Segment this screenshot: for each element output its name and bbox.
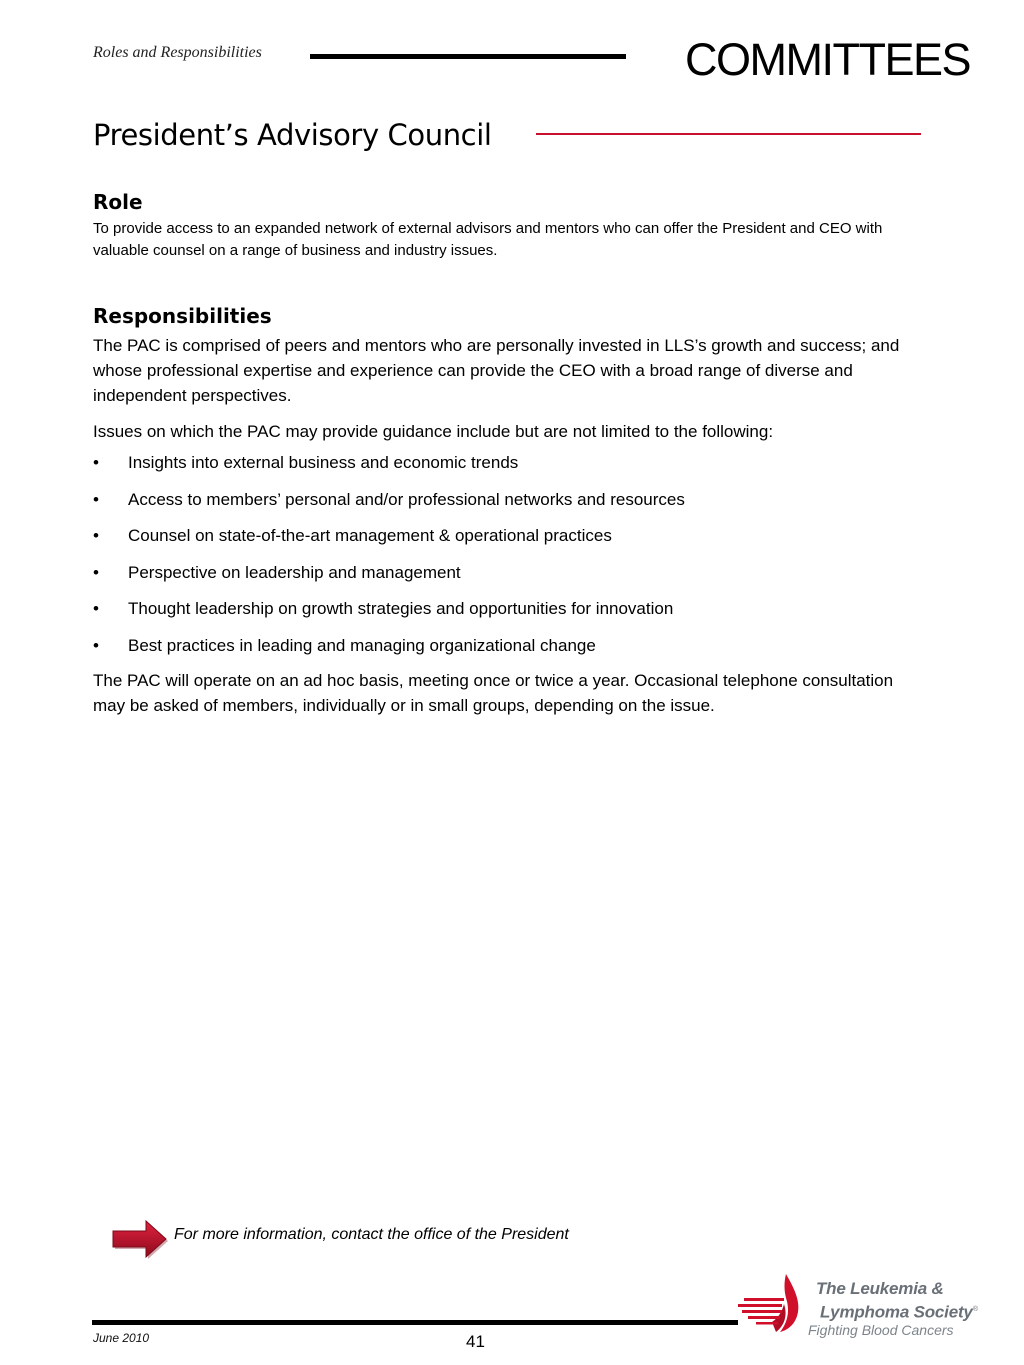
list-item-text: Access to members’ personal and/or professional networks and resources xyxy=(128,489,685,509)
bullet-icon: • xyxy=(93,453,99,472)
logo-name-line1: The Leukemia & xyxy=(816,1279,944,1298)
main-content xyxy=(93,188,923,718)
closing-text: The PAC will operate on an ad hoc basis, meeting once or twice a year. Occasional telephone consultation may be asked of members, individually or in small groups, depending on the issue. xyxy=(93,670,894,715)
title-divider xyxy=(536,133,921,135)
list-item-text: Best practices in leading and managing organizational change xyxy=(128,635,596,655)
chapter-title: COMMITTEES xyxy=(685,34,970,85)
logo-tagline: Fighting Blood Cancers xyxy=(808,1322,954,1338)
list-item xyxy=(93,633,923,658)
logo-wordmark xyxy=(816,1278,978,1323)
bullet-icon: • xyxy=(93,599,99,618)
list-item-text: Counsel on state-of-the-art management & operational practices xyxy=(128,526,612,545)
bullet-icon: • xyxy=(93,526,99,545)
list-item xyxy=(93,487,923,512)
header-divider xyxy=(310,54,626,59)
role-text: To provide access to an expanded network of external advisors and mentors who can offer the President and CEO with valuable counsel on a range of business and industry issues. xyxy=(93,220,883,259)
list-item-text: Insights into external business and economic trends xyxy=(128,453,519,472)
list-item xyxy=(93,523,923,548)
page-number: 41 xyxy=(466,1332,485,1351)
issues-lead: Issues on which the PAC may provide guidance include but are not limited to the following: xyxy=(93,422,774,441)
role-heading: Role xyxy=(93,190,143,214)
footer-divider xyxy=(92,1320,738,1325)
list-item xyxy=(93,560,923,585)
section-label: Roles and Responsibilities xyxy=(93,44,262,61)
responsibilities-heading: Responsibilities xyxy=(93,304,272,328)
bullet-icon: • xyxy=(93,562,99,582)
list-item xyxy=(93,450,923,475)
list-item xyxy=(93,596,923,621)
logo-name-line2: Lymphoma Society xyxy=(820,1302,973,1322)
more-info-note: For more information, contact the office of the President xyxy=(174,1226,569,1243)
bullet-icon: • xyxy=(93,635,99,655)
red-arrow-icon xyxy=(110,1218,170,1260)
page-title: President’s Advisory Council xyxy=(93,118,492,152)
list-item-text: Thought leadership on growth strategies and opportunities for innovation xyxy=(128,599,674,618)
footer-date: June 2010 xyxy=(93,1331,150,1345)
flame-logo-icon xyxy=(736,1272,808,1338)
responsibilities-intro: The PAC is comprised of peers and mentors who are personally invested in LLS’s growth and success; and whose professional expertise and experience can provide the CEO with a broad range of diverse and independent perspectives. xyxy=(93,336,900,405)
guidance-list xyxy=(93,450,923,658)
list-item-text: Perspective on leadership and management xyxy=(128,562,461,582)
registered-mark: ® xyxy=(972,1306,978,1313)
bullet-icon: • xyxy=(93,489,99,509)
lls-logo xyxy=(736,1272,1006,1344)
